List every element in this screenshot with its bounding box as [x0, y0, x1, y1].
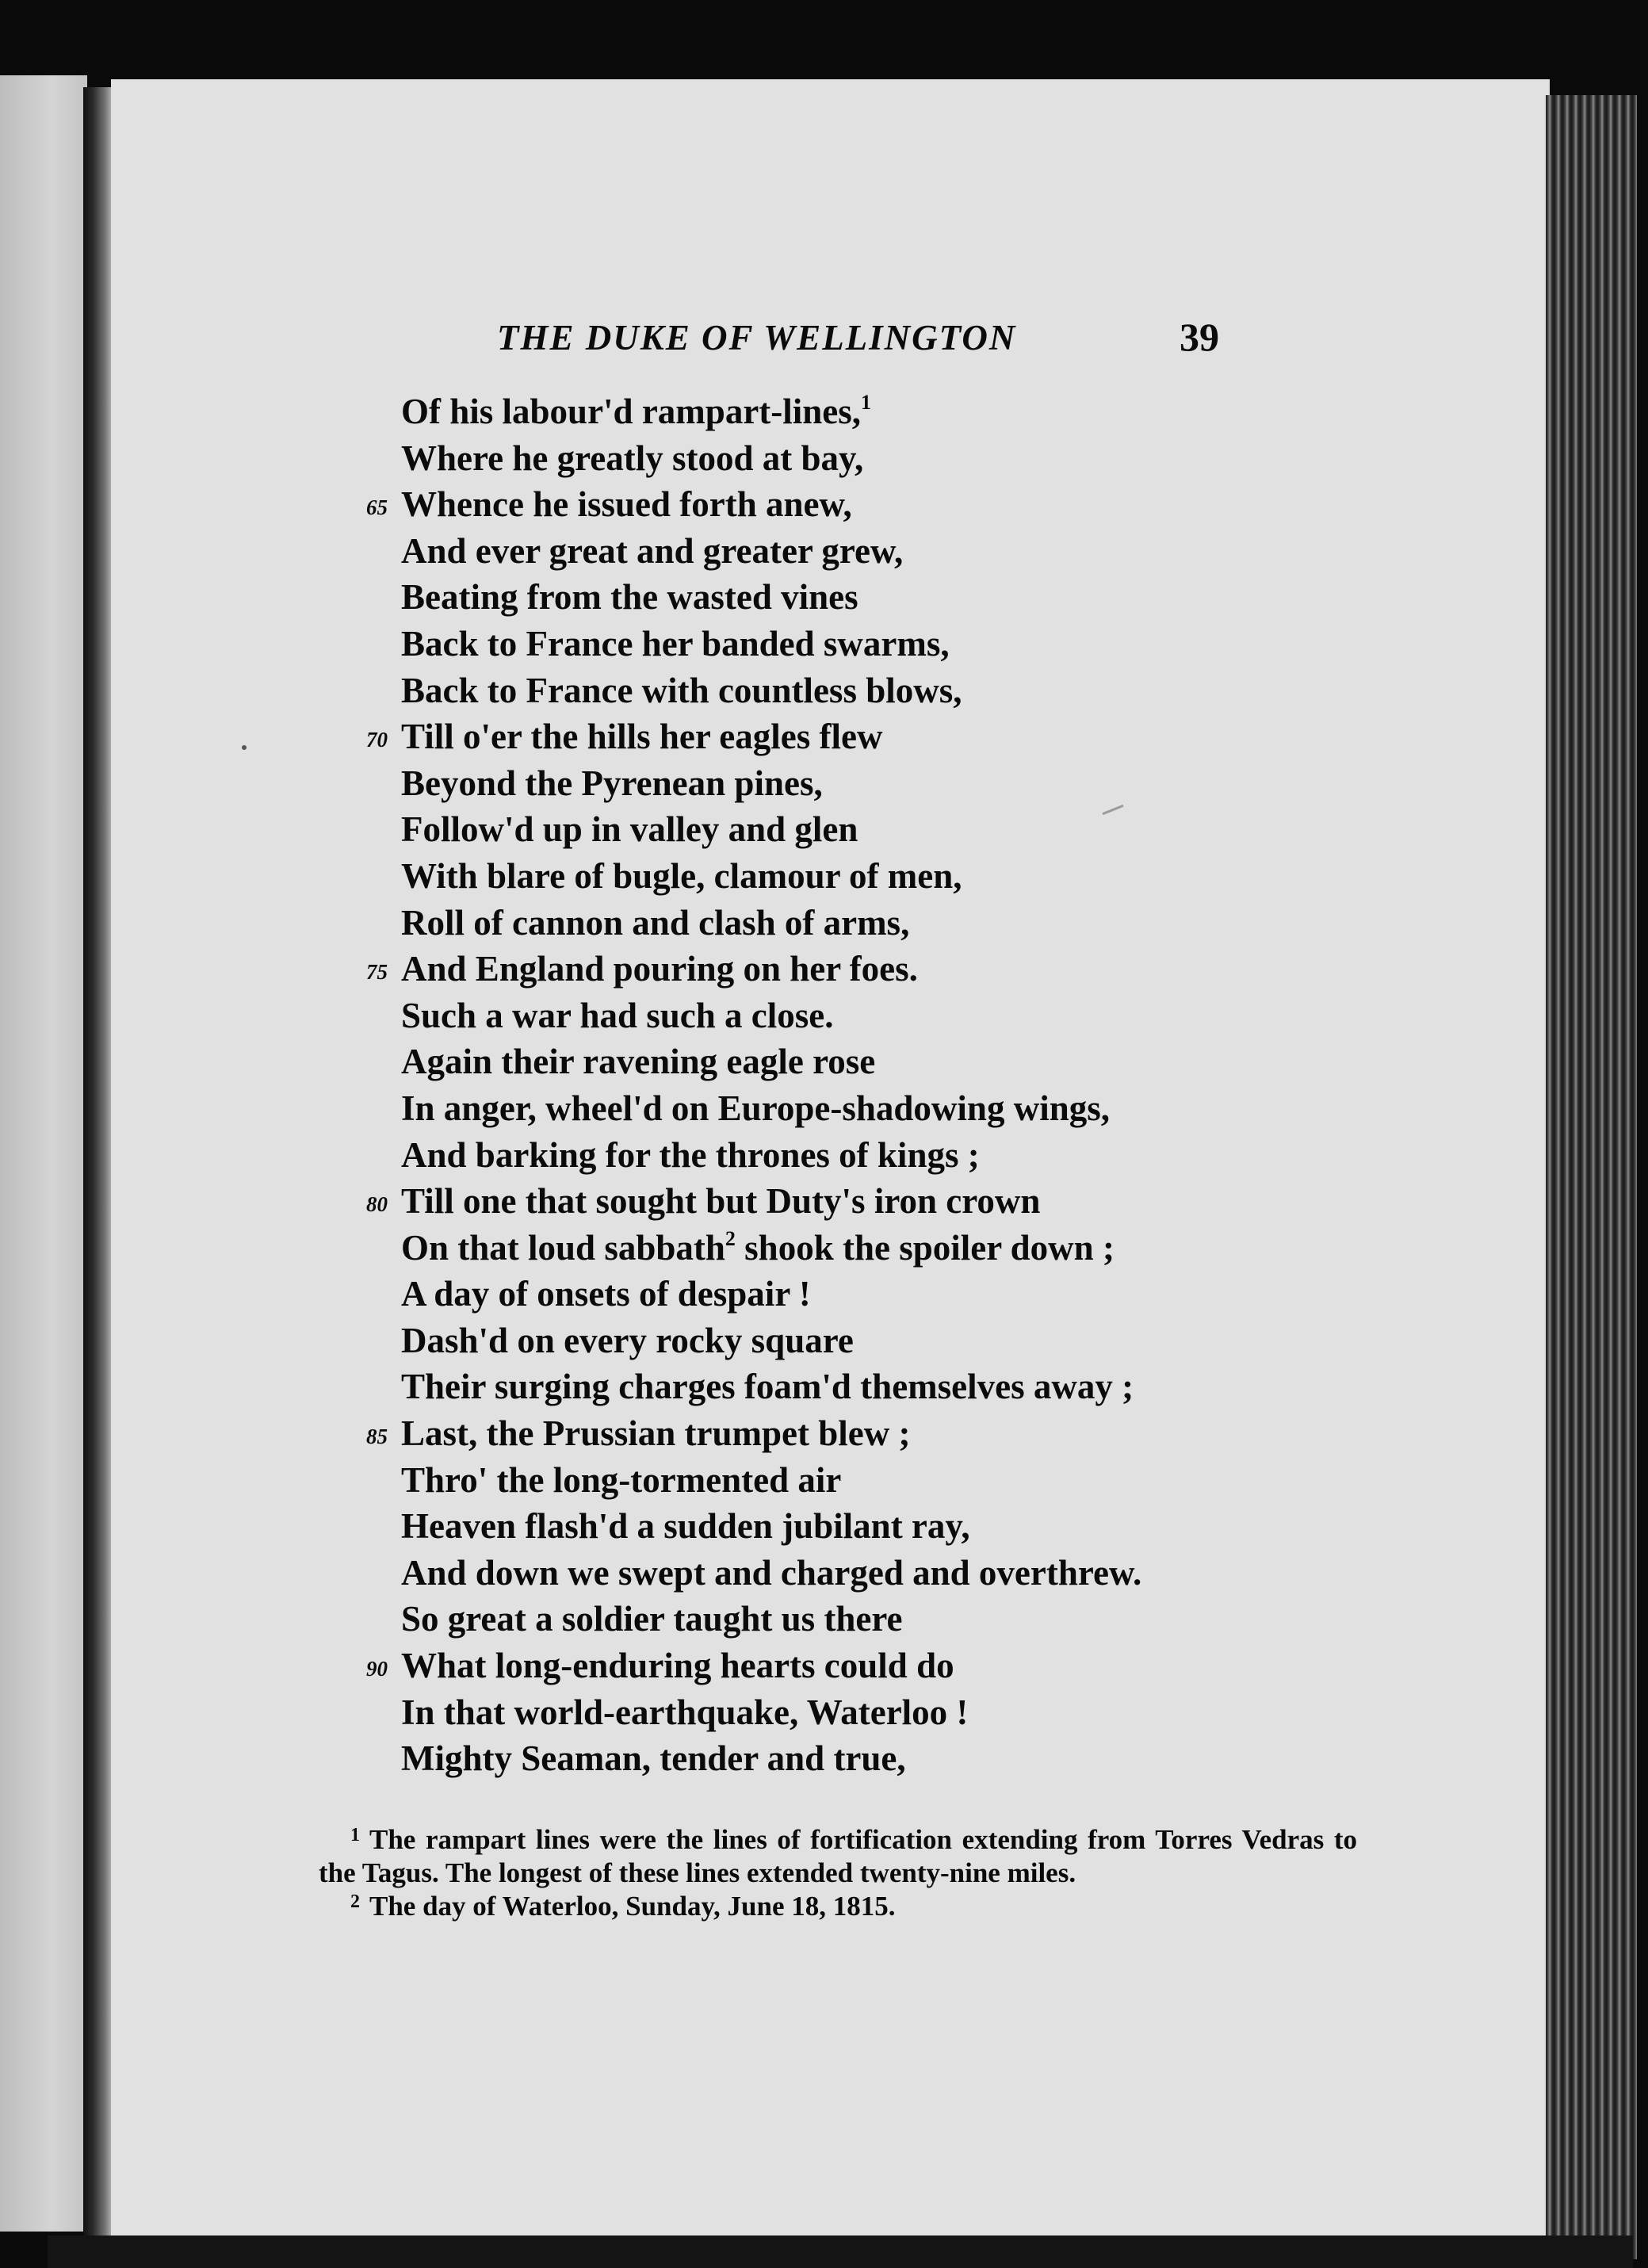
verse-text: Such a war had such a close.	[401, 995, 834, 1035]
verse-line	[111, 667, 1550, 714]
verse-text: And barking for the thrones of kings ;	[401, 1134, 980, 1175]
book-gutter	[83, 87, 115, 2243]
verse-text-continued: shook the spoiler down ;	[735, 1227, 1115, 1268]
line-number: 85	[366, 1425, 388, 1449]
verse-text: Of his labour'd rampart-lines,	[401, 392, 862, 431]
verse-line	[111, 621, 1550, 667]
verse-line	[111, 1643, 1550, 1689]
footnote-reference: 2	[725, 1226, 736, 1250]
page-stack-edge	[1546, 95, 1637, 2259]
verse-line	[111, 946, 1550, 992]
verse-text: So great a soldier taught us there	[401, 1599, 903, 1639]
verse-text: Whence he issued forth anew,	[401, 484, 852, 525]
line-number: 65	[366, 495, 388, 520]
verse-text: Where he greatly stood at bay,	[401, 438, 864, 478]
verse-text: With blare of bugle, clamour of men,	[401, 855, 962, 896]
verse-text: And England pouring on her foes.	[401, 949, 918, 989]
verse-text: In anger, wheel'd on Europe-shadowing wings,	[401, 1088, 1110, 1128]
verse-line	[111, 1038, 1550, 1085]
verse-line	[111, 1735, 1550, 1782]
verse-line	[111, 1689, 1550, 1736]
footnote-marker: 2	[350, 1891, 360, 1912]
verse-line	[111, 1178, 1550, 1225]
footnote-1	[319, 1823, 1357, 1890]
verse-line	[111, 1271, 1550, 1318]
verse-text: A day of onsets of despair !	[401, 1274, 811, 1314]
verse-text: Last, the Prussian trumpet blew ;	[401, 1413, 911, 1454]
running-title: THE DUKE OF WELLINGTON	[497, 318, 1017, 358]
verse-line	[111, 528, 1550, 575]
verse-text: Their surging charges foam'd themselves away ;	[401, 1367, 1134, 1407]
verse-text: Beyond the Pyrenean pines,	[401, 763, 823, 803]
footnote-text: The rampart lines were the lines of fortification extending from Torres Vedras to the Tagus. The longest of these lines extended twenty-nine miles.	[319, 1824, 1357, 1888]
verse-line	[111, 1457, 1550, 1504]
footnote-reference: 1	[861, 391, 872, 414]
footnote-marker: 1	[350, 1825, 360, 1845]
page-number: 39	[1180, 315, 1219, 359]
verse-line	[111, 760, 1550, 807]
verse-text: Follow'd up in valley and glen	[401, 809, 858, 850]
verse-line	[111, 481, 1550, 528]
page-header	[111, 317, 1550, 365]
scan-bottom-border	[48, 2235, 1633, 2268]
verse-line	[111, 992, 1550, 1039]
verse-line	[111, 574, 1550, 621]
verse-line	[111, 1596, 1550, 1643]
verse-line	[111, 388, 1550, 435]
verse-text: Dash'd on every rocky square	[401, 1320, 854, 1360]
verse-line	[111, 853, 1550, 900]
verse-text: Heaven flash'd a sudden jubilant ray,	[401, 1506, 970, 1547]
line-number: 70	[366, 728, 388, 752]
footnote-text: The day of Waterloo, Sunday, June 18, 1815.	[369, 1891, 896, 1922]
verse-line	[111, 1132, 1550, 1179]
verse-line	[111, 1363, 1550, 1410]
verse-text: Again their ravening eagle rose	[401, 1042, 876, 1082]
verse-text: Till o'er the hills her eagles flew	[401, 717, 883, 757]
verse-line	[111, 713, 1550, 760]
verse-text: And down we swept and charged and overthrew.	[401, 1552, 1142, 1593]
verse-line	[111, 1550, 1550, 1597]
verse-text: Thro' the long-tormented air	[401, 1459, 842, 1500]
footnote-2	[319, 1890, 1357, 1923]
verse-text: In that world-earthquake, Waterloo !	[401, 1692, 969, 1732]
verse-text: On that loud sabbath	[401, 1227, 725, 1268]
line-number: 75	[366, 960, 388, 985]
scan-artifact-speck	[242, 745, 247, 750]
verse-line	[111, 435, 1550, 482]
line-number: 80	[366, 1192, 388, 1217]
verse-line	[111, 1318, 1550, 1364]
verse-text: Till one that sought but Duty's iron crown	[401, 1181, 1041, 1222]
verse-line	[111, 1503, 1550, 1550]
verse-text: Back to France her banded swarms,	[401, 623, 950, 664]
poem-verse	[111, 388, 1550, 1782]
verse-line	[111, 1410, 1550, 1457]
verse-text: Mighty Seaman, tender and true,	[401, 1738, 906, 1779]
verse-line	[111, 806, 1550, 853]
verse-text: What long-enduring hearts could do	[401, 1646, 954, 1686]
verse-text: Back to France with countless blows,	[401, 670, 962, 710]
footnotes	[319, 1823, 1357, 1923]
verse-text: And ever great and greater grew,	[401, 530, 904, 571]
verse-text: Beating from the wasted vines	[401, 577, 858, 618]
facing-page-edge	[0, 75, 87, 2232]
verse-line	[111, 900, 1550, 947]
line-number: 90	[366, 1657, 388, 1681]
book-page	[111, 79, 1550, 2247]
verse-line	[111, 1085, 1550, 1132]
verse-line	[111, 1225, 1550, 1272]
verse-text: Roll of cannon and clash of arms,	[401, 902, 910, 943]
